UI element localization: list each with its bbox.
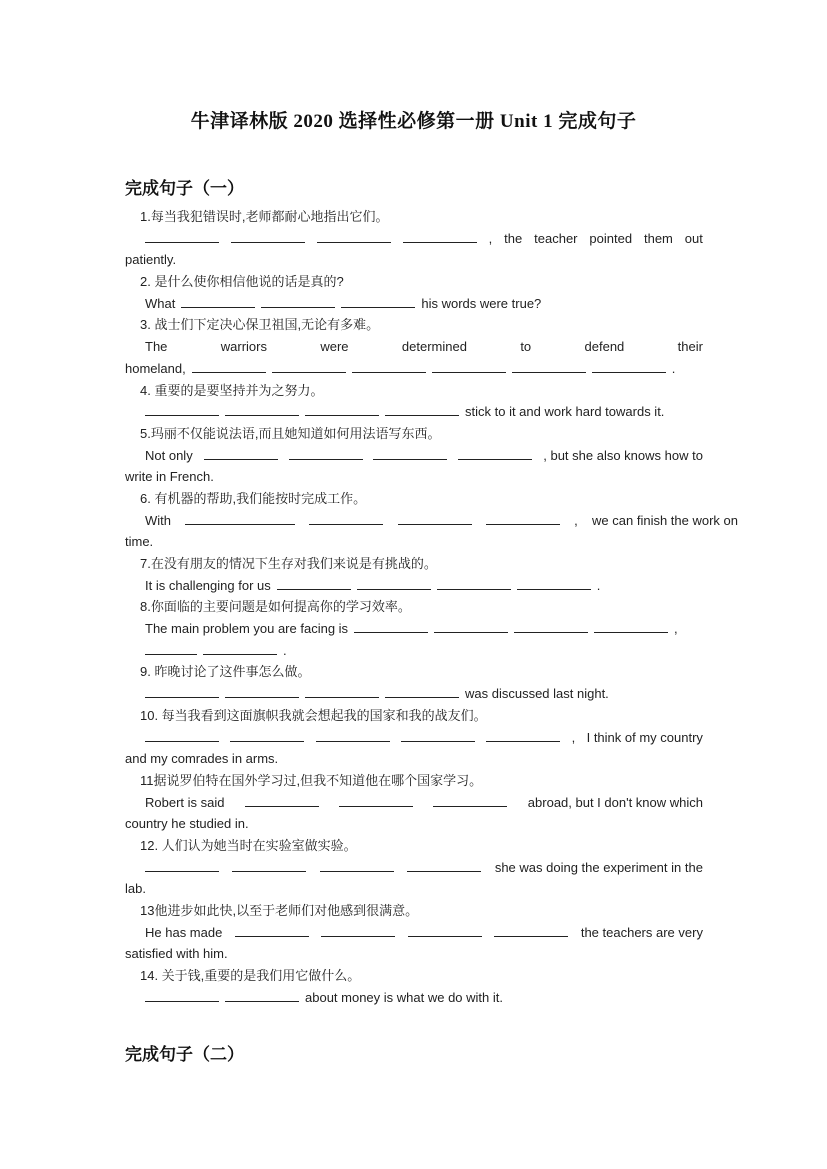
sentence-text: them <box>643 230 673 246</box>
answer-blank[interactable] <box>432 360 506 373</box>
sentence-text: write in French. <box>125 469 214 485</box>
sentence-text: . <box>596 577 601 593</box>
answer-blank[interactable] <box>408 924 482 937</box>
english-sentence-line <box>125 987 703 1009</box>
sentence-text: , <box>488 230 493 246</box>
answer-blank[interactable] <box>341 295 415 308</box>
exercise-item <box>125 965 703 1008</box>
answer-blank[interactable] <box>321 924 395 937</box>
english-sentence-line <box>125 683 703 705</box>
answer-blank[interactable] <box>316 729 390 742</box>
answer-blank[interactable] <box>594 620 668 633</box>
sentence-text: determined <box>401 339 467 355</box>
english-sentence-line <box>125 401 703 423</box>
sentence-text: , <box>574 512 578 528</box>
sentence-text: warriors <box>220 339 267 355</box>
chinese-prompt: 3. 战士们下定决心保卫祖国,无论有多难。 <box>140 317 380 333</box>
sentence-text: she was doing the experiment in the <box>494 859 703 875</box>
document-title: 牛津译林版 2020 选择性必修第一册 Unit 1 完成句子 <box>190 111 637 132</box>
answer-blank[interactable] <box>181 295 255 308</box>
answer-blank[interactable] <box>192 360 266 373</box>
exercise-item <box>125 314 703 379</box>
chinese-prompt: 12. 人们认为她当时在实验室做实验。 <box>140 837 357 853</box>
chinese-prompt: 8.你面临的主要问题是如何提高你的学习效率。 <box>140 599 411 615</box>
answer-blank[interactable] <box>289 447 363 460</box>
exercise-item <box>125 271 703 314</box>
sentence-text: and my comrades in arms. <box>125 751 279 767</box>
exercise-item <box>125 705 703 770</box>
english-sentence-line <box>125 358 703 380</box>
answer-blank[interactable] <box>185 512 295 525</box>
section-heading-2: 完成句子（二） <box>125 1045 244 1064</box>
answer-blank[interactable] <box>225 685 299 698</box>
english-sentence-line <box>125 293 703 315</box>
sentence-text: country he studied in. <box>125 816 249 832</box>
english-sentence-line <box>125 531 703 553</box>
sentence-text: What <box>145 295 176 311</box>
answer-blank[interactable] <box>145 642 197 655</box>
answer-blank[interactable] <box>320 859 394 872</box>
answer-blank[interactable] <box>309 512 383 525</box>
answer-blank[interactable] <box>437 577 511 590</box>
sentence-text: the <box>504 230 523 246</box>
english-sentence-line <box>125 618 703 640</box>
exercise-item <box>125 661 703 704</box>
sentence-text: their <box>677 339 703 355</box>
sentence-text: his words were true? <box>421 295 542 311</box>
answer-blank[interactable] <box>352 360 426 373</box>
english-sentence-line <box>125 640 703 662</box>
answer-blank[interactable] <box>145 729 219 742</box>
sentence-text: pointed <box>589 230 633 246</box>
answer-blank[interactable] <box>354 620 428 633</box>
sentence-text: to <box>520 339 532 355</box>
answer-blank[interactable] <box>403 230 477 243</box>
chinese-prompt: 6. 有机器的帮助,我们能按时完成工作。 <box>140 490 367 506</box>
chinese-prompt: 14. 关于钱,重要的是我们用它做什么。 <box>140 968 361 984</box>
english-sentence-line <box>125 943 703 965</box>
sentence-text: teacher <box>534 230 578 246</box>
answer-blank[interactable] <box>486 729 560 742</box>
answer-blank[interactable] <box>232 859 306 872</box>
exercise-item <box>125 900 703 965</box>
sentence-text: Robert is said <box>145 794 225 810</box>
answer-blank[interactable] <box>231 230 305 243</box>
answer-blank[interactable] <box>305 685 379 698</box>
answer-blank[interactable] <box>230 729 304 742</box>
answer-blank[interactable] <box>486 512 560 525</box>
sentence-text: defend <box>584 339 625 355</box>
answer-blank[interactable] <box>339 794 413 807</box>
answer-blank[interactable] <box>305 403 379 416</box>
exercise-item <box>125 596 703 661</box>
sentence-text: were <box>320 339 349 355</box>
answer-blank[interactable] <box>398 512 472 525</box>
english-sentence-line <box>125 466 703 488</box>
english-sentence-line <box>125 228 703 250</box>
sentence-text: lab. <box>125 881 146 897</box>
answer-blank[interactable] <box>385 403 459 416</box>
chinese-prompt: 7.在没有朋友的情况下生存对我们来说是有挑战的。 <box>140 556 437 571</box>
sentence-text: With <box>145 512 171 528</box>
sentence-text: homeland, <box>125 360 186 376</box>
answer-blank[interactable] <box>225 403 299 416</box>
exercise-item <box>125 206 703 271</box>
chinese-prompt: 11据说罗伯特在国外学习过,但我不知道他在哪个国家学习。 <box>140 772 483 788</box>
sentence-text: , <box>674 621 678 637</box>
english-sentence-line <box>125 249 703 271</box>
english-sentence-line <box>125 510 738 532</box>
answer-blank[interactable] <box>434 620 508 633</box>
english-sentence-line <box>125 922 703 944</box>
answer-blank[interactable] <box>373 447 447 460</box>
answer-blank[interactable] <box>203 642 277 655</box>
english-sentence-line <box>125 445 703 467</box>
answer-blank[interactable] <box>145 685 219 698</box>
exercise-item <box>125 835 703 900</box>
exercise-item <box>125 380 703 423</box>
chinese-prompt: 1.每当我犯错误时,老师都耐心地指出它们。 <box>140 209 389 224</box>
english-sentence-line <box>125 575 703 597</box>
exercise-item <box>125 553 703 596</box>
english-sentence-line <box>125 748 703 770</box>
exercise-list <box>125 206 738 1008</box>
sentence-text: . <box>671 360 676 376</box>
answer-blank[interactable] <box>407 859 481 872</box>
answer-blank[interactable] <box>433 794 507 807</box>
sentence-text: The <box>145 339 168 355</box>
english-sentence-line <box>125 878 703 900</box>
answer-blank[interactable] <box>235 924 309 937</box>
chinese-prompt: 5.玛丽不仅能说法语,而且她知道如何用法语写东西。 <box>140 425 441 441</box>
sentence-text: It is challenging for us <box>145 577 271 593</box>
answer-blank[interactable] <box>225 989 299 1002</box>
answer-blank[interactable] <box>357 577 431 590</box>
answer-blank[interactable] <box>517 577 591 590</box>
sentence-text: was discussed last night. <box>465 686 609 702</box>
english-sentence-line <box>125 857 703 879</box>
chinese-prompt: 9. 昨晚讨论了这件事怎么做。 <box>140 664 311 680</box>
sentence-text: . <box>283 642 287 658</box>
sentence-text: out <box>684 230 703 246</box>
english-sentence-line <box>125 792 703 814</box>
answer-blank[interactable] <box>204 447 278 460</box>
chinese-prompt: 13他进步如此快,以至于老师们对他感到很满意。 <box>140 903 419 918</box>
answer-blank[interactable] <box>514 620 588 633</box>
sentence-text: time. <box>125 534 154 550</box>
exercise-item <box>125 488 738 553</box>
answer-blank[interactable] <box>261 295 335 308</box>
chinese-prompt: 2. 是什么使你相信他说的话是真的? <box>140 274 344 290</box>
answer-blank[interactable] <box>277 577 351 590</box>
exercise-item <box>125 770 703 835</box>
chinese-prompt: 10. 每当我看到这面旗帜我就会想起我的国家和我的战友们。 <box>140 707 487 723</box>
sentence-text: patiently. <box>125 252 177 268</box>
sentence-text: stick to it and work hard towards it. <box>465 404 665 420</box>
sentence-text: abroad, but I don't know which <box>527 794 703 810</box>
answer-blank[interactable] <box>401 729 475 742</box>
answer-blank[interactable] <box>512 360 586 373</box>
sentence-text: I think of my country <box>586 729 703 745</box>
answer-blank[interactable] <box>145 989 219 1002</box>
answer-blank[interactable] <box>145 403 219 416</box>
english-sentence-line <box>125 336 703 358</box>
section-heading-1: 完成句子（一） <box>125 179 244 198</box>
sentence-text: we can finish the work on <box>592 512 738 528</box>
sentence-text: satisfied with him. <box>125 946 228 962</box>
sentence-text: the teachers are very <box>580 924 703 940</box>
answer-blank[interactable] <box>145 230 219 243</box>
english-sentence-line <box>125 813 703 835</box>
sentence-text: Not only <box>145 447 193 463</box>
exercise-item <box>125 423 703 488</box>
answer-blank[interactable] <box>272 360 346 373</box>
answer-blank[interactable] <box>458 447 532 460</box>
chinese-prompt: 4. 重要的是要坚持并为之努力。 <box>140 382 324 398</box>
english-sentence-line <box>125 727 703 749</box>
sentence-text: , but she also knows how to <box>543 447 703 463</box>
answer-blank[interactable] <box>145 859 219 872</box>
answer-blank[interactable] <box>592 360 666 373</box>
answer-blank[interactable] <box>245 794 319 807</box>
sentence-text: He has made <box>145 924 223 940</box>
sentence-text: , <box>571 729 576 745</box>
sentence-text: about money is what we do with it. <box>305 989 503 1005</box>
answer-blank[interactable] <box>317 230 391 243</box>
answer-blank[interactable] <box>494 924 568 937</box>
sentence-text: The main problem you are facing is <box>145 621 349 637</box>
answer-blank[interactable] <box>385 685 459 698</box>
